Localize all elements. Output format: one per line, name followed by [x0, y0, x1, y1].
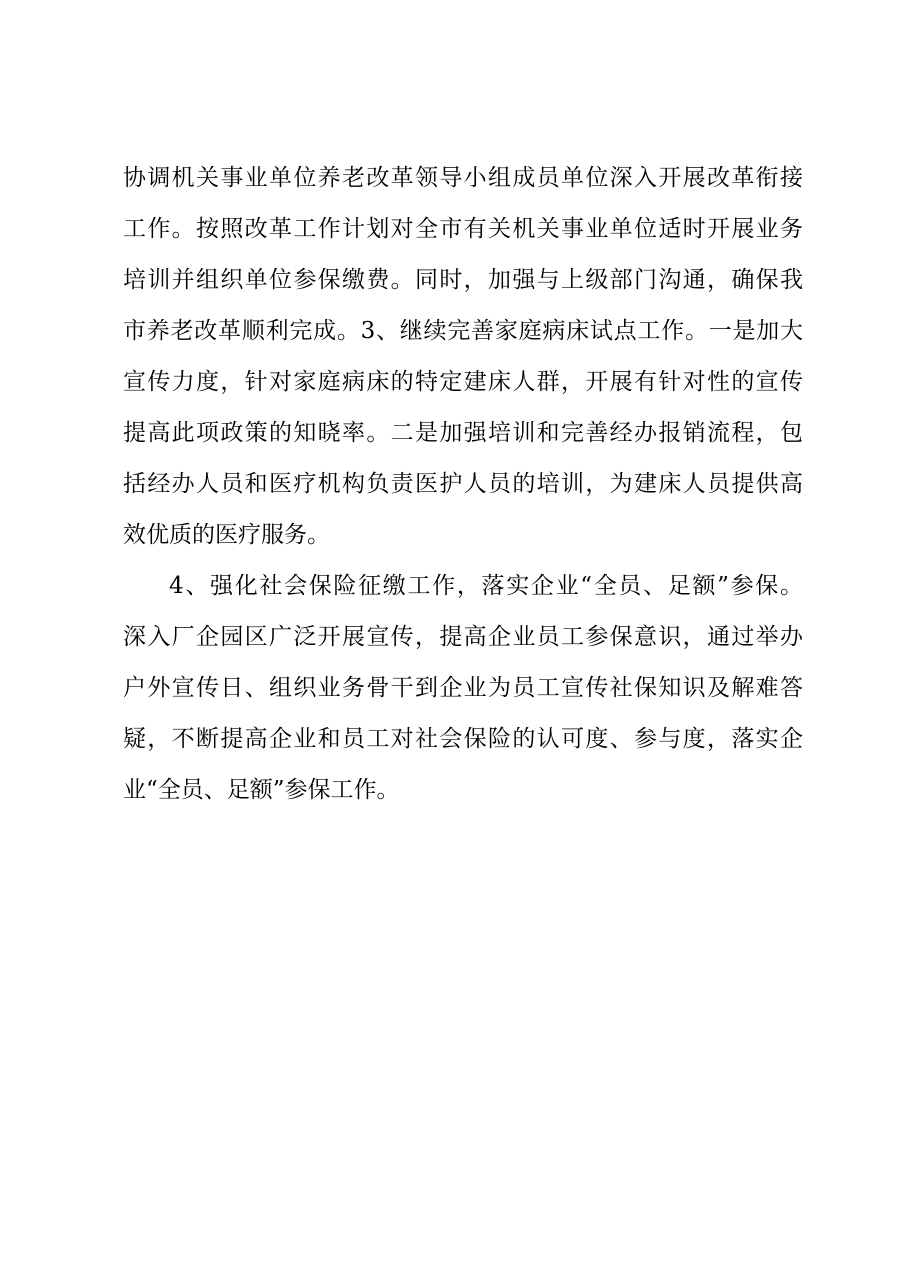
text-line: 疑，不断提高企业和员工对社会保险的认可度、参与度，落实企	[123, 726, 803, 752]
text-line: 户外宣传日、组织业务骨干到企业为员工宣传社保知识及解难答	[123, 675, 803, 701]
text-line-content: 4、强化社会保险征缴工作，落实企业“全员、足额”参保。	[169, 573, 803, 599]
document-body	[123, 153, 803, 816]
text-line: 括经办人员和医疗机构负责医护人员的培训，为建床人员提供高	[123, 471, 803, 497]
text-line: 宣传力度，针对家庭病床的特定建床人群，开展有针对性的宣传	[123, 369, 803, 395]
text-line: 市养老改革顺利完成。3、继续完善家庭病床试点工作。一是加大	[123, 318, 803, 344]
text-line-indented	[123, 561, 803, 612]
text-line: 业“全员、足额”参保工作。	[123, 777, 400, 803]
paragraph	[123, 561, 803, 816]
text-line: 提高此项政策的知晓率。二是加强培训和完善经办报销流程，包	[123, 420, 803, 446]
text-line: 工作。按照改革工作计划对全市有关机关事业单位适时开展业务	[123, 216, 803, 242]
paragraph	[123, 153, 803, 561]
text-line: 培训并组织单位参保缴费。同时，加强与上级部门沟通，确保我	[123, 267, 803, 293]
text-line: 效优质的医疗服务。	[123, 522, 330, 548]
text-line: 深入厂企园区广泛开展宣传，提高企业员工参保意识，通过举办	[123, 624, 803, 650]
text-line: 协调机关事业单位养老改革领导小组成员单位深入开展改革衔接	[123, 165, 803, 191]
